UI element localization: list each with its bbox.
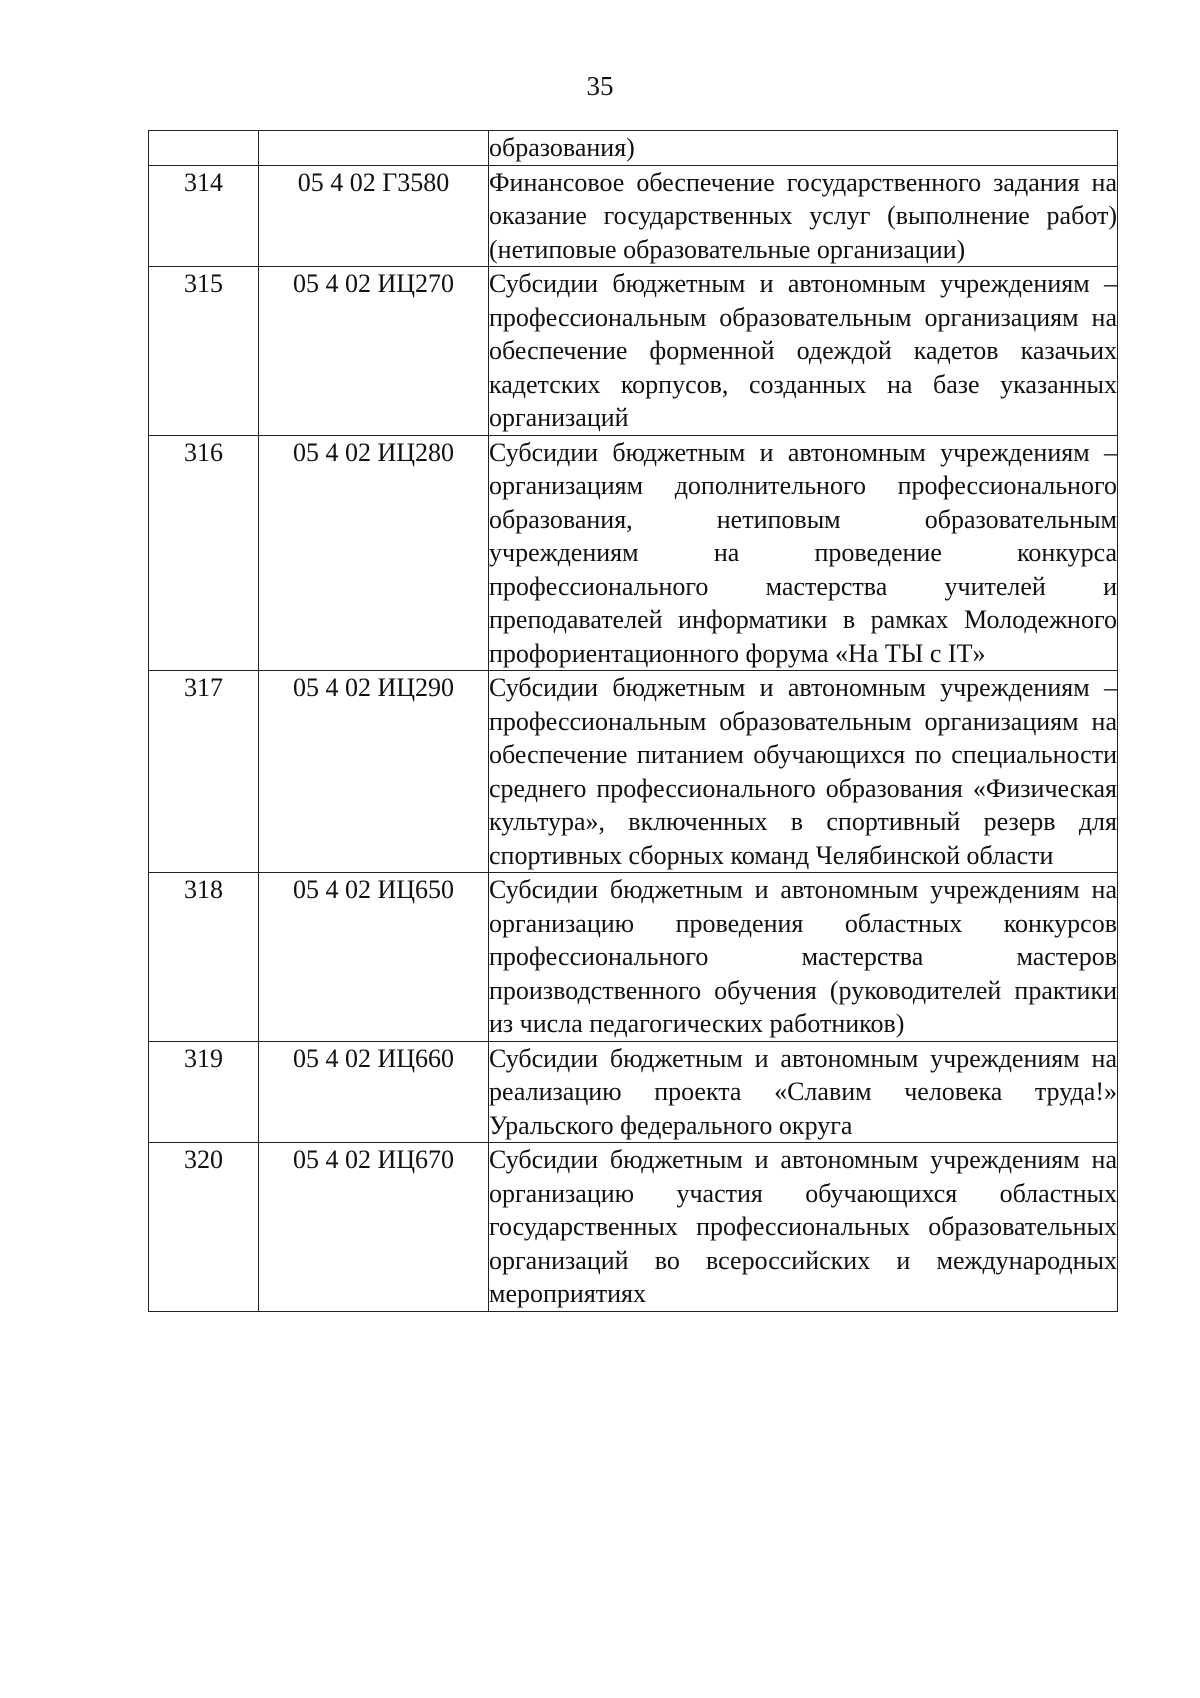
table-row (149, 1041, 1118, 1143)
target-code: 05 4 02 ИЦ670 (259, 1143, 489, 1312)
table-row (149, 873, 1118, 1042)
target-code: 05 4 02 Г3580 (259, 165, 489, 267)
target-code: 05 4 02 ИЦ280 (259, 435, 489, 671)
row-description: Субсидии бюджетным и автономным учреждениям на реализацию проекта «Славим человека труда!» Уральского федерального округа (489, 1041, 1118, 1143)
target-code: 05 4 02 ИЦ660 (259, 1041, 489, 1143)
table-row (149, 435, 1118, 671)
row-number: 319 (149, 1041, 259, 1143)
target-code: 05 4 02 ИЦ270 (259, 267, 489, 436)
row-description: Субсидии бюджетным и автономным учреждениям – профессиональным образовательным организациям на обеспечение форменной одеждой кадетов казачьих кадетских корпусов, созданных на базе указанных организаций (489, 267, 1118, 436)
row-description: Субсидии бюджетным и автономным учреждениям на организацию участия обучающихся областных государственных профессиональных образовательных организаций во всероссийских и международных мероприятиях (489, 1143, 1118, 1312)
target-code: 05 4 02 ИЦ650 (259, 873, 489, 1042)
target-code (259, 131, 489, 166)
page-number: 35 (586, 71, 614, 101)
row-description: Субсидии бюджетным и автономным учреждениям на организацию проведения областных конкурсов профессионального мастерства мастеров производственного обучения (руководителей практики из числа педагогических работников) (489, 873, 1118, 1042)
row-number: 316 (149, 435, 259, 671)
table-row (149, 267, 1118, 436)
row-number: 320 (149, 1143, 259, 1312)
row-number: 318 (149, 873, 259, 1042)
table-row (149, 165, 1118, 267)
row-description: Субсидии бюджетным и автономным учреждениям – профессиональным образовательным организациям на обеспечение питанием обучающихся по специальности среднего профессионального образования «Физическая культура», включенных в спортивный резерв для спортивных сборных команд Челябинской области (489, 671, 1118, 873)
row-description: Субсидии бюджетным и автономным учреждениям – организациям дополнительного профессионального образования, нетиповым образовательным учреждениям на проведение конкурса профессионального мастерства учителей и преподавателей информатики в рамках Молодежного профориентационного форума «На ТЫ с IT» (489, 435, 1118, 671)
row-description: Финансовое обеспечение государственного задания на оказание государственных услуг (выполнение работ) (нетиповые образовательные организации) (489, 165, 1118, 267)
row-number: 317 (149, 671, 259, 873)
row-number (149, 131, 259, 166)
target-code: 05 4 02 ИЦ290 (259, 671, 489, 873)
table-row (149, 671, 1118, 873)
budget-classification-table (148, 130, 1118, 1312)
row-number: 314 (149, 165, 259, 267)
table-row (149, 131, 1118, 166)
row-description: образования) (489, 131, 1118, 166)
row-number: 315 (149, 267, 259, 436)
table-row (149, 1143, 1118, 1312)
